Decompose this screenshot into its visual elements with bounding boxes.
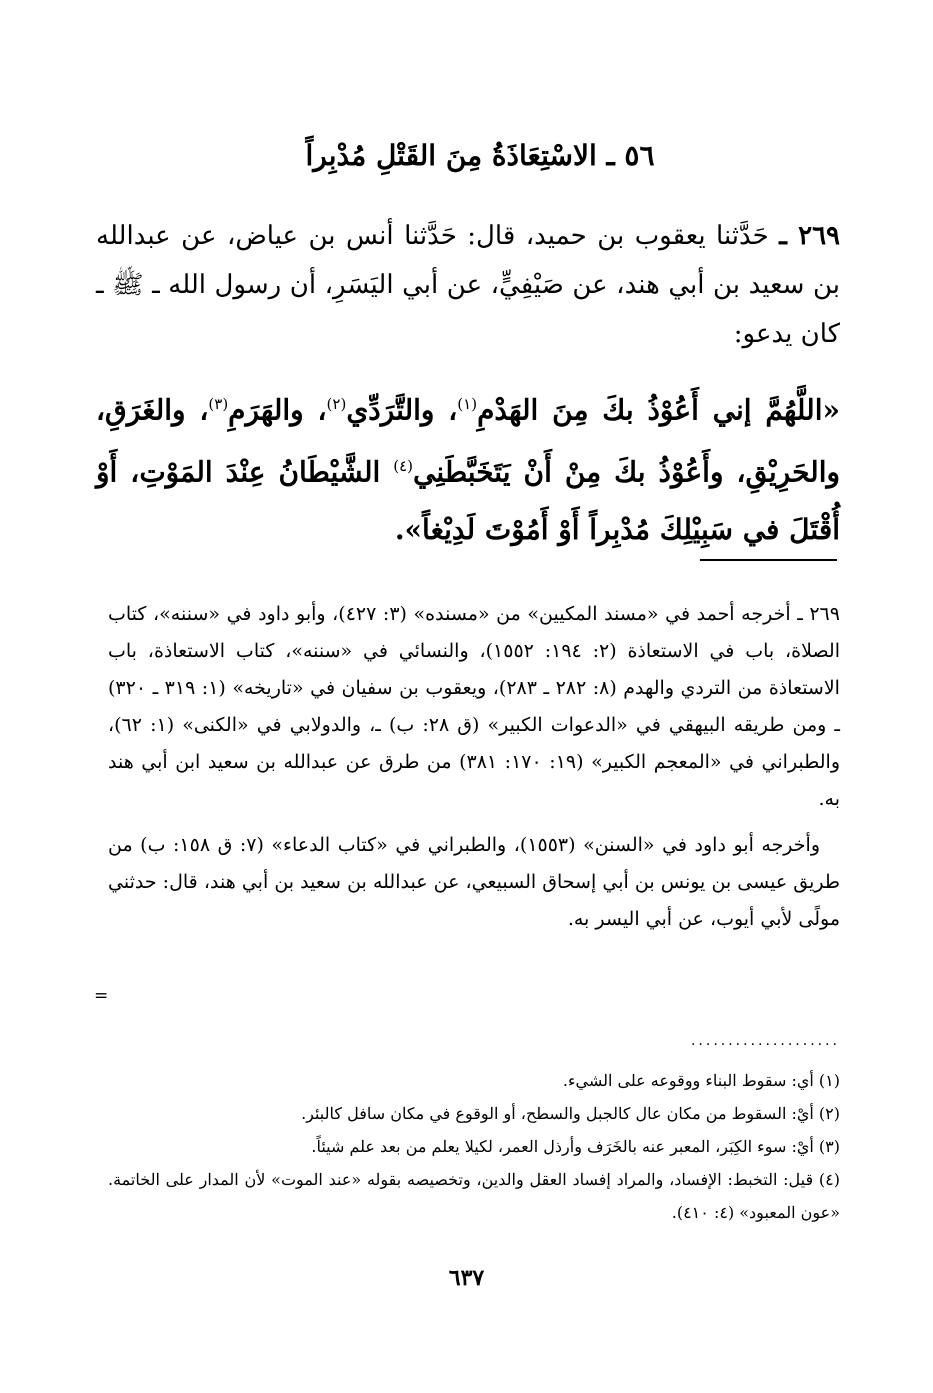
takhrij-paragraph-2: وأخرجه أبو داود في «السنن» (١٥٥٣)، والطبراني في «كتاب الدعاء» (٧: ق ١٥٨: ب) من طريق عيسى بن يونس بن أبي إسحاق السبيعي، عن عبدالله بن سعيد بن أبي هند، قال: حدثني مولًى لأبي أيوب، عن أبي اليسر به.	[108, 834, 840, 930]
continuation-mark: =	[94, 986, 109, 1006]
footnote-separator: ....................	[690, 1033, 840, 1049]
takhrij-section	[108, 596, 840, 938]
dua-part-3: ، والهَرَمِ	[228, 393, 327, 427]
section-divider	[700, 559, 837, 561]
dua-part-1: «اللَّهُمَّ إني أَعُوْذُ بكَ مِنَ الهَدْمِ	[477, 393, 840, 427]
footnote-ref-2[interactable]: (٢)	[326, 395, 347, 413]
chapter-title: ٥٦ ـ الاسْتِعَاذَةُ مِنَ القَتْلِ مُدْبِراً	[305, 139, 655, 172]
footnote-ref-3[interactable]: (٣)	[208, 395, 229, 413]
hadith-number: ٢٦٩ ـ	[779, 221, 841, 251]
takhrij-paragraph-1: ٢٦٩ ـ أخرجه أحمد في «مسند المكيين» من «مسنده» (٣: ٤٢٧)، وأبو داود في «سننه»، كتاب الصلاة، باب في الاستعاذة (٢: ١٩٤: ١٥٥٢)، والنسائي في «سننه»، كتاب الاستعاذة، باب الاستعاذة من التردي والهدم (٨: ٢٨٢ ـ ٢٨٣)، ويعقوب بن سفيان في «تاريخه» (١: ٣١٩ ـ ٣٢٠) ـ ومن طريقه البيهقي في «الدعوات الكبير» (ق ٢٨: ب) ـ، والدولابي في «الكنى» (١: ٦٢)، والطبراني في «المعجم الكبير» (١٩: ١٧٠: ٣٨١) من طرق عن عبدالله بن سعيد ابن أبي هند به.	[108, 603, 840, 810]
footnote-ref-1[interactable]: (١)	[457, 395, 478, 413]
footnotes	[108, 1064, 840, 1229]
footnote-2: (٢) أيْ: السقوط من مكان عال كالجبل والسطح، أو الوقوع في مكان سافل كالبئر.	[301, 1104, 840, 1123]
dua-part-2: ، والتَّرَدِّي	[346, 393, 458, 427]
isnad-text: حَدَّثنا يعقوب بن حميد، قال: حَدَّثنا أنس بن عياض، عن عبدالله بن سعيد بن أبي هند، عن صَيْفِيٍّ، عن أبي اليَسَرِ، أن رسول الله ـ ﷺ ـ كان يدعو:	[96, 221, 840, 349]
dua-part-4: ، والغَرَقِ، والحَرِيْقِ، وأَعُوْذُ بكَ مِنْ أَنْ يَتَخَبَّطَنِي	[96, 393, 840, 489]
footnote-4: (٤) قيل: التخبط: الإفساد، والمراد إفساد العقل والدين، وتخصيصه بقوله «عند الموت» لأن المدار على الخاتمة. «عون المعبود» (٤: ٤١٠).	[108, 1170, 841, 1222]
footnote-3: (٣) أيْ: سوء الكِبَر، المعبر عنه بالخَرَف وأرذل العمر، لكيلا يعلم من بعد علم شيئاً.	[311, 1137, 840, 1156]
footnote-ref-4[interactable]: (٤)	[393, 457, 414, 476]
hadith-isnad	[96, 212, 840, 359]
hadith-matn	[96, 376, 840, 558]
page-number: ٦٣٧	[448, 1265, 485, 1291]
dua-part-5: الشَّيْطَانُ عِنْدَ المَوْتِ، أَوْ أُقْتَلَ في سَبِيْلِكَ مُدْبِراً أَوْ أَمُوْتَ لَدِيْغاً».	[96, 455, 840, 546]
footnote-1: (١) أي: سقوط البناء ووقوعه على الشيء.	[562, 1071, 840, 1090]
